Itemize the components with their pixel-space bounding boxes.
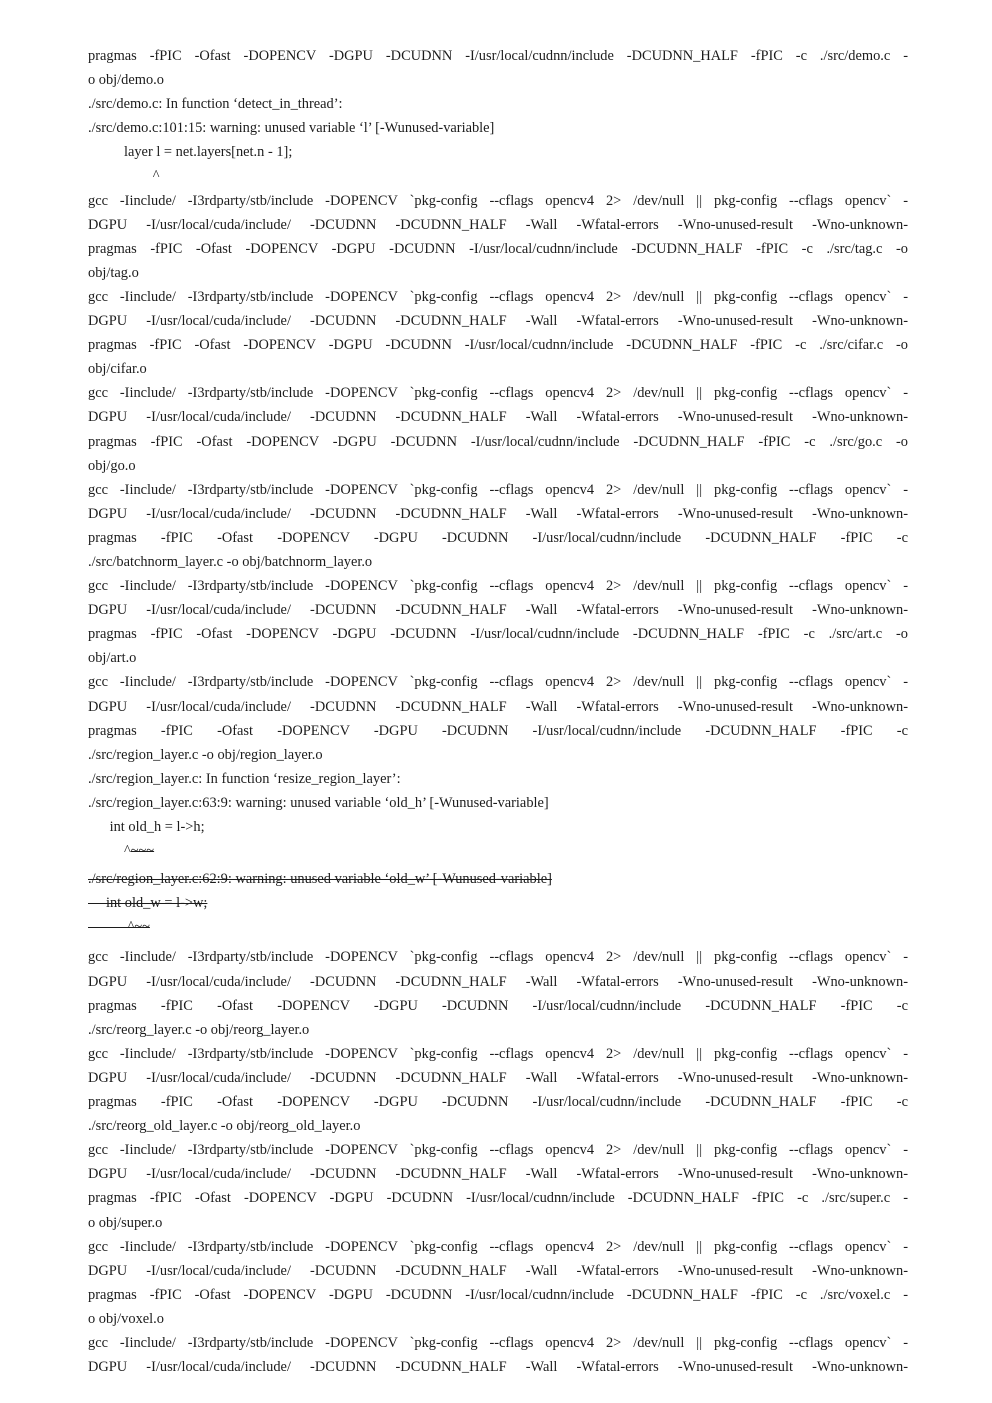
log-line bbox=[88, 454, 908, 478]
log-line bbox=[88, 839, 908, 863]
log-line bbox=[88, 719, 908, 743]
log-line bbox=[88, 357, 908, 381]
log-line bbox=[88, 550, 908, 574]
log-line bbox=[88, 1138, 908, 1162]
log-line bbox=[88, 1307, 908, 1331]
log-line bbox=[88, 622, 908, 646]
build-log bbox=[88, 44, 908, 1379]
log-line bbox=[88, 1090, 908, 1114]
log-line bbox=[88, 867, 908, 891]
log-line bbox=[88, 164, 908, 188]
log-line bbox=[88, 333, 908, 357]
log-line bbox=[88, 140, 908, 164]
log-text: obj/go.o bbox=[88, 457, 136, 474]
log-line bbox=[88, 1211, 908, 1235]
log-line bbox=[88, 574, 908, 598]
log-text: pragmas -fPIC -Ofast -DOPENCV -DGPU -DCUDNN -I/usr/local/cudnn/include -DCUDNN_HALF -fPIC -c ./src/art.c -o bbox=[88, 626, 908, 643]
deleted-text: ~~~ bbox=[130, 843, 155, 860]
log-line bbox=[88, 261, 908, 285]
log-line bbox=[88, 430, 908, 454]
log-line bbox=[88, 743, 908, 767]
log-text: ^ bbox=[88, 843, 131, 860]
log-line bbox=[88, 915, 908, 939]
log-text: gcc -Iinclude/ -I3rdparty/stb/include -DOPENCV `pkg-config --cflags opencv4 2> /dev/null || pkg-config --cflags opencv` - bbox=[88, 288, 908, 305]
log-text: DGPU -I/usr/local/cuda/include/ -DCUDNN -DCUDNN_HALF -Wall -Wfatal-errors -Wno-unused-result -Wno-unknown- bbox=[88, 1166, 908, 1183]
log-text: DGPU -I/usr/local/cuda/include/ -DCUDNN -DCUDNN_HALF -Wall -Wfatal-errors -Wno-unused-result -Wno-unknown- bbox=[88, 1359, 908, 1376]
log-text: gcc -Iinclude/ -I3rdparty/stb/include -DOPENCV `pkg-config --cflags opencv4 2> /dev/null || pkg-config --cflags opencv` - bbox=[88, 385, 908, 402]
log-text: DGPU -I/usr/local/cuda/include/ -DCUDNN -DCUDNN_HALF -Wall -Wfatal-errors -Wno-unused-result -Wno-unknown- bbox=[88, 409, 908, 426]
log-line bbox=[88, 1259, 908, 1283]
log-line bbox=[88, 1355, 908, 1379]
log-text: pragmas -fPIC -Ofast -DOPENCV -DGPU -DCUDNN -I/usr/local/cudnn/include -DCUDNN_HALF -fPIC -c bbox=[88, 529, 908, 546]
log-text: pragmas -fPIC -Ofast -DOPENCV -DGPU -DCUDNN -I/usr/local/cudnn/include -DCUDNN_HALF -fPIC -c ./src/demo.c - bbox=[88, 48, 908, 64]
log-text: DGPU -I/usr/local/cuda/include/ -DCUDNN -DCUDNN_HALF -Wall -Wfatal-errors -Wno-unused-result -Wno-unknown- bbox=[88, 1262, 908, 1279]
log-line bbox=[88, 381, 908, 405]
deleted-text: int old_w = l->w; bbox=[88, 895, 208, 912]
log-text: ./src/batchnorm_layer.c -o obj/batchnorm_layer.o bbox=[88, 553, 373, 570]
log-line bbox=[88, 767, 908, 791]
log-line bbox=[88, 1018, 908, 1042]
log-text: obj/tag.o bbox=[88, 264, 139, 281]
log-text: gcc -Iinclude/ -I3rdparty/stb/include -DOPENCV `pkg-config --cflags opencv4 2> /dev/null || pkg-config --cflags opencv` - bbox=[88, 949, 908, 966]
log-text: ./src/reorg_old_layer.c -o obj/reorg_old_layer.o bbox=[88, 1118, 361, 1135]
log-line bbox=[88, 1042, 908, 1066]
log-line bbox=[88, 994, 908, 1018]
log-line bbox=[88, 405, 908, 429]
log-text: DGPU -I/usr/local/cuda/include/ -DCUDNN -DCUDNN_HALF -Wall -Wfatal-errors -Wno-unused-result -Wno-unknown- bbox=[88, 973, 908, 990]
log-line bbox=[88, 237, 908, 261]
log-text: DGPU -I/usr/local/cuda/include/ -DCUDNN -DCUDNN_HALF -Wall -Wfatal-errors -Wno-unused-result -Wno-unknown- bbox=[88, 313, 908, 330]
log-line bbox=[88, 945, 908, 969]
log-line bbox=[88, 92, 908, 116]
log-text: layer l = net.layers[net.n - 1]; bbox=[88, 144, 293, 161]
log-line bbox=[88, 598, 908, 622]
log-line bbox=[88, 891, 908, 915]
log-line bbox=[88, 285, 908, 309]
log-text: obj/cifar.o bbox=[88, 361, 147, 378]
log-text: ^ bbox=[88, 168, 160, 185]
log-line bbox=[88, 670, 908, 694]
log-line bbox=[88, 1283, 908, 1307]
log-text: DGPU -I/usr/local/cuda/include/ -DCUDNN -DCUDNN_HALF -Wall -Wfatal-errors -Wno-unused-result -Wno-unknown- bbox=[88, 216, 908, 233]
deleted-text: ./src/region_layer.c:62:9: warning: unused variable ‘old_w’ [-Wunused-variable] bbox=[88, 871, 552, 888]
log-line bbox=[88, 695, 908, 719]
log-text: pragmas -fPIC -Ofast -DOPENCV -DGPU -DCUDNN -I/usr/local/cudnn/include -DCUDNN_HALF -fPIC -c bbox=[88, 722, 908, 739]
log-text: gcc -Iinclude/ -I3rdparty/stb/include -DOPENCV `pkg-config --cflags opencv4 2> /dev/null || pkg-config --cflags opencv` - bbox=[88, 674, 908, 691]
log-text: gcc -Iinclude/ -I3rdparty/stb/include -DOPENCV `pkg-config --cflags opencv4 2> /dev/null || pkg-config --cflags opencv` - bbox=[88, 1334, 908, 1351]
log-text: ./src/region_layer.c:63:9: warning: unused variable ‘old_h’ [-Wunused-variable] bbox=[88, 794, 549, 811]
log-line bbox=[88, 309, 908, 333]
log-line bbox=[88, 68, 908, 92]
log-line bbox=[88, 791, 908, 815]
log-text: gcc -Iinclude/ -I3rdparty/stb/include -DOPENCV `pkg-config --cflags opencv4 2> /dev/null || pkg-config --cflags opencv` - bbox=[88, 578, 908, 595]
deleted-text: ^~~ bbox=[88, 919, 150, 936]
log-line bbox=[88, 44, 908, 68]
log-line bbox=[88, 1114, 908, 1138]
log-text: ./src/reorg_layer.c -o obj/reorg_layer.o bbox=[88, 1021, 310, 1038]
log-line bbox=[88, 478, 908, 502]
log-line bbox=[88, 970, 908, 994]
log-text: int old_h = l->h; bbox=[88, 819, 205, 835]
log-text: DGPU -I/usr/local/cuda/include/ -DCUDNN -DCUDNN_HALF -Wall -Wfatal-errors -Wno-unused-result -Wno-unknown- bbox=[88, 698, 908, 715]
log-text: pragmas -fPIC -Ofast -DOPENCV -DGPU -DCUDNN -I/usr/local/cudnn/include -DCUDNN_HALF -fPIC -c ./src/tag.c -o bbox=[88, 240, 908, 257]
log-text: pragmas -fPIC -Ofast -DOPENCV -DGPU -DCUDNN -I/usr/local/cudnn/include -DCUDNN_HALF -fPIC -c ./src/super.c - bbox=[88, 1190, 908, 1207]
log-line bbox=[88, 189, 908, 213]
log-text: ./src/region_layer.c: In function ‘resize_region_layer’: bbox=[88, 770, 401, 787]
log-text: pragmas -fPIC -Ofast -DOPENCV -DGPU -DCUDNN -I/usr/local/cudnn/include -DCUDNN_HALF -fPIC -c bbox=[88, 1094, 908, 1111]
log-text: gcc -Iinclude/ -I3rdparty/stb/include -DOPENCV `pkg-config --cflags opencv4 2> /dev/null || pkg-config --cflags opencv` - bbox=[88, 481, 908, 498]
log-text: pragmas -fPIC -Ofast -DOPENCV -DGPU -DCUDNN -I/usr/local/cudnn/include -DCUDNN_HALF -fPIC -c ./src/cifar.c -o bbox=[88, 337, 908, 354]
log-text: gcc -Iinclude/ -I3rdparty/stb/include -DOPENCV `pkg-config --cflags opencv4 2> /dev/null || pkg-config --cflags opencv` - bbox=[88, 192, 908, 209]
log-text: DGPU -I/usr/local/cuda/include/ -DCUDNN -DCUDNN_HALF -Wall -Wfatal-errors -Wno-unused-result -Wno-unknown- bbox=[88, 505, 908, 522]
log-line bbox=[88, 526, 908, 550]
log-text: gcc -Iinclude/ -I3rdparty/stb/include -DOPENCV `pkg-config --cflags opencv4 2> /dev/null || pkg-config --cflags opencv` - bbox=[88, 1142, 908, 1159]
log-line bbox=[88, 1186, 908, 1210]
log-line bbox=[88, 1235, 908, 1259]
log-text: o obj/voxel.o bbox=[88, 1310, 164, 1327]
log-text: o obj/demo.o bbox=[88, 72, 164, 89]
log-line bbox=[88, 1066, 908, 1090]
log-text: ./src/demo.c:101:15: warning: unused variable ‘l’ [-Wunused-variable] bbox=[88, 120, 495, 137]
log-text: DGPU -I/usr/local/cuda/include/ -DCUDNN -DCUDNN_HALF -Wall -Wfatal-errors -Wno-unused-result -Wno-unknown- bbox=[88, 602, 908, 619]
log-line bbox=[88, 502, 908, 526]
log-line bbox=[88, 1162, 908, 1186]
log-line bbox=[88, 646, 908, 670]
log-text: gcc -Iinclude/ -I3rdparty/stb/include -DOPENCV `pkg-config --cflags opencv4 2> /dev/null || pkg-config --cflags opencv` - bbox=[88, 1238, 908, 1255]
log-text: ./src/region_layer.c -o obj/region_layer.o bbox=[88, 746, 323, 763]
log-line bbox=[88, 1331, 908, 1355]
log-line bbox=[88, 815, 908, 839]
log-line bbox=[88, 116, 908, 140]
log-text: obj/art.o bbox=[88, 650, 137, 667]
log-line bbox=[88, 213, 908, 237]
log-text: o obj/super.o bbox=[88, 1214, 163, 1231]
log-text: pragmas -fPIC -Ofast -DOPENCV -DGPU -DCUDNN -I/usr/local/cudnn/include -DCUDNN_HALF -fPIC -c bbox=[88, 997, 908, 1014]
log-text: gcc -Iinclude/ -I3rdparty/stb/include -DOPENCV `pkg-config --cflags opencv4 2> /dev/null || pkg-config --cflags opencv` - bbox=[88, 1045, 908, 1062]
log-text: ./src/demo.c: In function ‘detect_in_thread’: bbox=[88, 96, 343, 113]
log-text: pragmas -fPIC -Ofast -DOPENCV -DGPU -DCUDNN -I/usr/local/cudnn/include -DCUDNN_HALF -fPIC -c ./src/voxel.c - bbox=[88, 1286, 908, 1303]
log-text: DGPU -I/usr/local/cuda/include/ -DCUDNN -DCUDNN_HALF -Wall -Wfatal-errors -Wno-unused-result -Wno-unknown- bbox=[88, 1069, 908, 1086]
log-text: pragmas -fPIC -Ofast -DOPENCV -DGPU -DCUDNN -I/usr/local/cudnn/include -DCUDNN_HALF -fPIC -c ./src/go.c -o bbox=[88, 433, 908, 450]
